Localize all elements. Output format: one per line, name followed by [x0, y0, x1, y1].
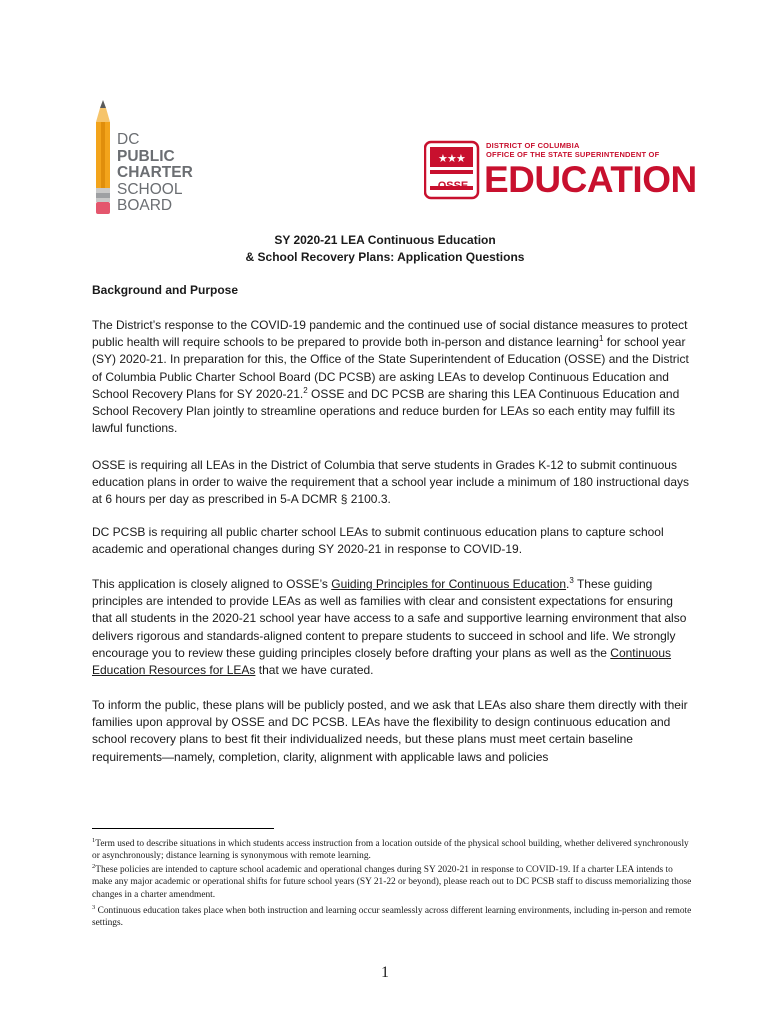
footnote-text: These policies are intended to capture school academic and operational changes during SY 2020-21 in response to COVID-19. If a charter LEA intends to make any major academic or operational shifts for future school years (SY 21-22 or beyond), please reach out to DC PCSB staff to discuss memorializing those changes in a charter amendment. [92, 865, 692, 900]
osse-logo-subtitle-line: OFFICE OF THE STATE SUPERINTENDENT OF [486, 149, 660, 159]
footnote-ref-2[interactable]: 2 [303, 385, 308, 395]
document-title-line-2: & School Recovery Plans: Application Questions [245, 250, 525, 264]
footnote-text: Term used to describe situations in which students access instruction from a location outside of the physical school building, whether delivered synchronously or asynchronously; distance learning is synonymous with remote learning. [92, 839, 689, 862]
svg-text:★: ★ [447, 152, 457, 165]
section-heading: Background and Purpose [92, 283, 239, 297]
footnote-3 [92, 905, 692, 930]
pcsb-logo-wordmark [117, 132, 193, 215]
text-run: This application is closely aligned to OSSE’s [92, 577, 332, 591]
text-run: OSSE and DC PCSB are sharing this LEA Continuous Education and School Recovery Plan jointly to streamline operations and reduce burden for LEAs so each entity may fulfill its lawful functions. [92, 386, 680, 436]
paragraph-public-posting: To inform the public, these plans will be publicly posted, and we ask that LEAs also share them directly with their families upon approval by OSSE and DC PCSB. LEAs have the flexibility to design continuous education and school recovery plans to best fit their individualized needs, but these plans must meet certain baseline requirements—namely, completion, clarity, alignment with applicable laws and policies [92, 698, 688, 764]
paragraph-pcsb-requirement: DC PCSB is requiring all public charter school LEAs to submit continuous education plans to capture school academic and operational changes during SY 2020-21 in response to COVID-19. [92, 525, 664, 557]
footnote-number: 3 [92, 903, 96, 911]
page-number: 1 [381, 964, 389, 981]
footnote-number: 2 [92, 862, 96, 870]
footnote-2 [92, 864, 692, 901]
document-title-line-1: SY 2020-21 LEA Continuous Education [274, 233, 496, 247]
pcsb-logo-line: BOARD [117, 197, 173, 214]
pcsb-logo-line: DC [117, 131, 140, 148]
osse-logo-badge-text: OSSE [437, 180, 469, 192]
svg-text:★: ★ [438, 152, 448, 165]
footnote-1 [92, 838, 692, 863]
pcsb-logo-line: CHARTER [117, 164, 193, 181]
text-run: that we have curated. [255, 663, 374, 678]
paragraph-osse-requirement: OSSE is requiring all LEAs in the District of Columbia that serve students in Grades K-12 to submit continuous education plans in order to waive the requirement that a school year include a minimum of 180 instructional days at 6 hours per day as prescribed in 5-A DCMR § 2100.3. [92, 458, 689, 507]
text-run: These guiding principles are intended to provide LEAs as well as families with clear and consistent expectations for ensuring that all students in the 2020-21 school year have access to a safe and supportive learning environment that also delivers rigorous and standards-aligned content to prepare students to succeed in school and life. We strongly encourage you to review these guiding principles closely before drafting your plans as well as the [92, 577, 687, 660]
footnote-ref-3[interactable]: 3 [569, 576, 574, 585]
text-run: . [566, 577, 570, 591]
osse-logo-subtitle [486, 142, 659, 159]
footnote-divider [92, 828, 274, 829]
text-run: for school year (SY) 2020-21. In preparation for this, the Office of the State Superintendent of Education (OSSE) and the District of Columbia Public Charter School Board (DC PCSB) are asking LEAs to develop Continuous Education and School Recovery Plans for SY 2020-21. [92, 335, 689, 401]
pcsb-logo-line: SCHOOL [117, 180, 183, 198]
osse-logo-wordmark: EDUCATION [484, 159, 697, 200]
pcsb-logo-line: PUBLIC [117, 147, 175, 165]
paragraph-guiding-principles [92, 576, 692, 679]
footnote-ref-1[interactable]: 1 [598, 334, 604, 344]
guiding-principles-link[interactable]: Guiding Principles for Continuous Education [331, 577, 567, 591]
footnote-text: Continuous education takes place when both instruction and learning occur seamlessly across different learning environments, including in-person and remote settings. [92, 906, 692, 929]
osse-logo-subtitle-line: DISTRICT OF COLUMBIA [486, 141, 580, 150]
svg-text:★: ★ [456, 152, 466, 165]
text-run: The District’s response to the COVID-19 pandemic and the continued use of social distance measures to protect public health will require schools to be prepared to provide both in-person and distance learning [92, 318, 688, 350]
continuous-education-resources-link[interactable]: Continuous Education Resources for LEAs [92, 645, 672, 678]
paragraph-background [92, 317, 692, 437]
footnote-number: 1 [92, 836, 96, 844]
